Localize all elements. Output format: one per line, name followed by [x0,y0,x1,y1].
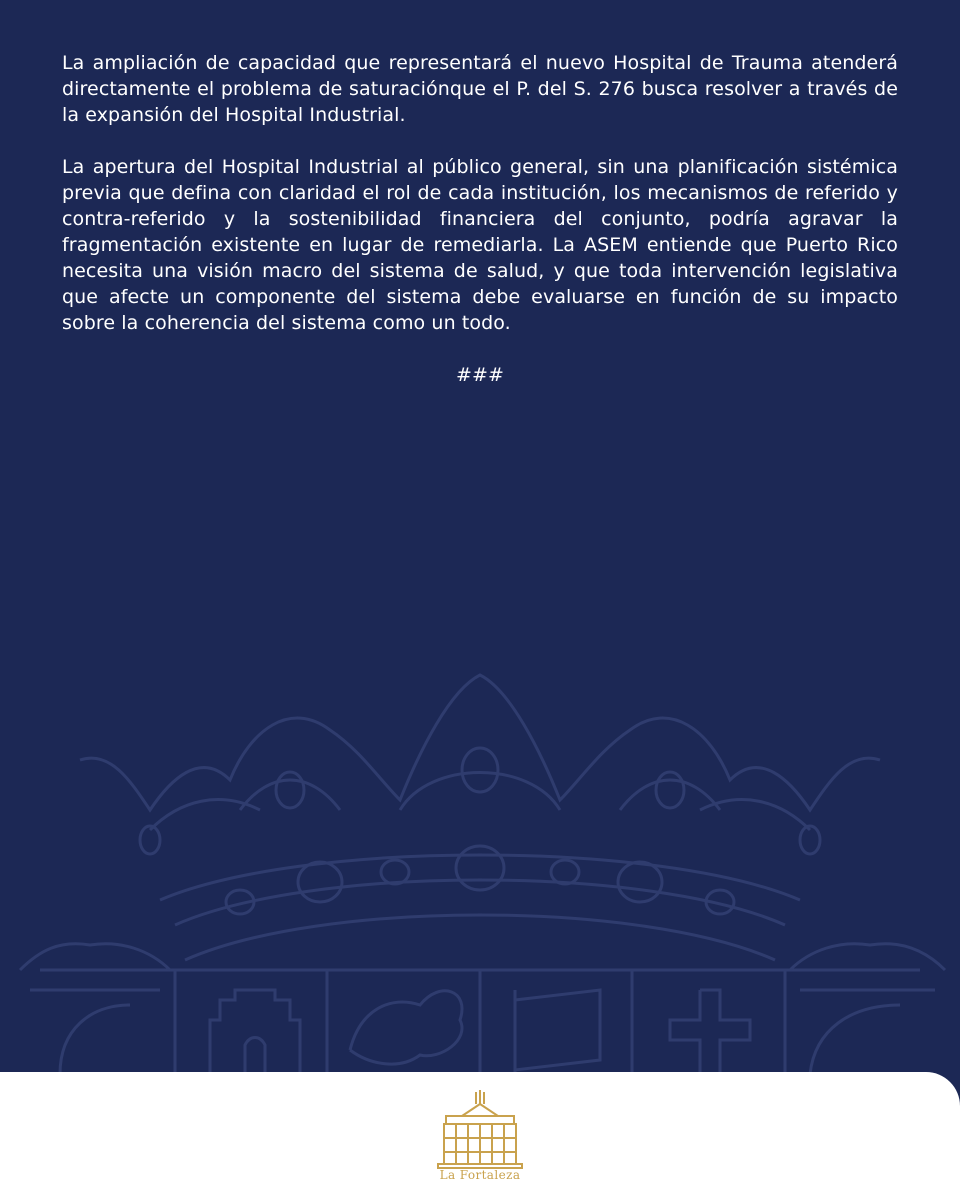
end-mark: ### [455,364,505,386]
press-release-body [62,50,898,388]
crown-watermark-icon [0,660,960,1074]
paragraph-1: La ampliación de capacidad que representará el nuevo Hospital de Trauma atenderá directamente el problema de saturaciónque el P. del S. 276 busca resolver a través de la expansión del Hospital Industrial. [62,52,898,126]
logo-text: La Fortaleza [439,1168,521,1182]
paragraph-2: La apertura del Hospital Industrial al público general, sin una planificación sistémica previa que defina con claridad el rol de cada institución, los mecanismos de referido y contra-referido y la sostenibilidad financiera del conjunto, podría agravar la fragmentación existente en lugar de remediarla. La ASEM entiende que Puerto Rico necesita una visión macro del sistema de salud, y que toda intervención legislativa que afecte un componente del sistema debe evaluarse en función de su impacto sobre la coherencia del sistema como un todo. [62,156,898,334]
footer [0,1072,960,1200]
